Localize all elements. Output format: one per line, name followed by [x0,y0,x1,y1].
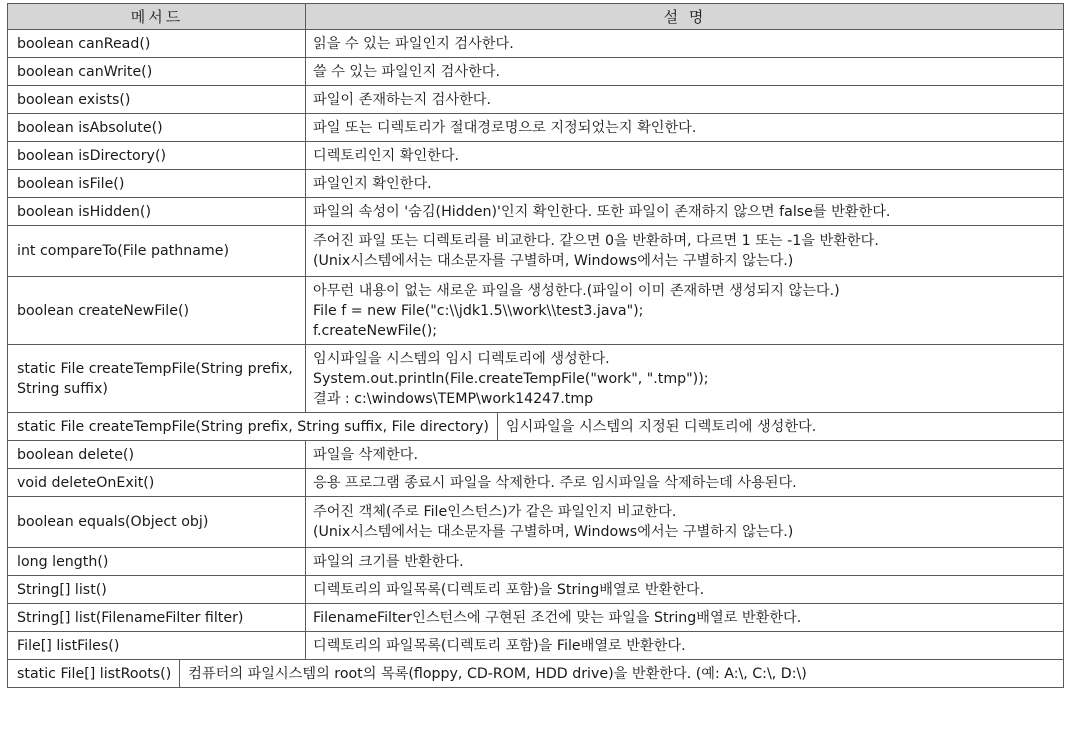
method-cell: int compareTo(File pathname) [8,226,306,277]
method-cell: static File[] listRoots() [8,660,180,687]
table-row [8,226,1064,277]
description-line: 파일 또는 디렉토리가 절대경로명으로 지정되었는지 확인한다. [313,119,697,136]
description-line: 파일의 속성이 '숨김(Hidden)'인지 확인한다. 또한 파일이 존재하지 않으면 false를 반환한다. [313,203,891,220]
method-cell: boolean exists() [8,86,306,114]
table-row [8,345,1064,413]
table-row [8,548,1064,576]
description-line: 임시파일을 시스템의 임시 디렉토리에 생성한다. [313,350,610,367]
merged-row-content [8,413,1063,440]
header-description: 설 명 [306,4,1064,30]
table-row [8,413,1064,441]
table-row [8,86,1064,114]
description-cell [306,58,1064,86]
description-line: 파일인지 확인한다. [313,175,432,192]
description-cell [306,497,1064,548]
description-line: 주어진 파일 또는 디렉토리를 비교한다. 같으면 0을 반환하며, 다르면 1 또는 -1을 반환한다. [313,233,879,249]
description-cell [306,114,1064,142]
method-cell: long length() [8,548,306,576]
description-cell [306,30,1064,58]
description-cell [306,469,1064,497]
description-cell [306,441,1064,469]
description-line: 디렉토리인지 확인한다. [313,147,460,164]
table-header-row [8,4,1064,30]
method-cell: boolean createNewFile() [8,277,306,345]
merged-row-cell [8,660,1064,688]
method-cell: boolean isDirectory() [8,142,306,170]
description-cell [306,142,1064,170]
table-row [8,170,1064,198]
header-method: 메서드 [8,4,306,30]
method-cell: void deleteOnExit() [8,469,306,497]
method-cell: String[] list(FilenameFilter filter) [8,604,306,632]
method-cell: boolean isHidden() [8,198,306,226]
description-line: FilenameFilter인스턴스에 구현된 조건에 맞는 파일을 String배열로 반환한다. [313,609,802,626]
description-line: 쓸 수 있는 파일인지 검사한다. [313,63,501,80]
table-row [8,660,1064,688]
table-row [8,30,1064,58]
table-row [8,198,1064,226]
merged-row-content [8,660,1063,687]
description-line: File f = new File("c:\\jdk1.5\\work\\test3.java"); [313,302,644,319]
description-line: f.createNewFile(); [313,322,438,339]
method-cell: boolean canRead() [8,30,306,58]
method-cell: static File createTempFile(String prefix, String suffix, File directory) [8,413,498,440]
method-cell: File[] listFiles() [8,632,306,660]
method-cell: boolean equals(Object obj) [8,497,306,548]
description-cell [306,345,1064,413]
description-cell [306,198,1064,226]
method-cell: boolean isAbsolute() [8,114,306,142]
description-line: 임시파일을 시스템의 지정된 디렉토리에 생성한다. [505,418,817,435]
description-line: 디렉토리의 파일목록(디렉토리 포함)을 File배열로 반환한다. [313,637,686,654]
description-line: (Unix시스템에서는 대소문자를 구별하며, Windows에서는 구별하지 않는다.) [313,253,794,269]
method-cell: boolean delete() [8,441,306,469]
description-line: 파일의 크기를 반환한다. [313,553,464,570]
description-line: 읽을 수 있는 파일인지 검사한다. [313,35,514,52]
description-line: 컴퓨터의 파일시스템의 root의 목록(floppy, CD-ROM, HDD drive)을 반환한다. (예: A:\, C:\, D:\) [188,665,807,682]
merged-row-cell [8,413,1064,441]
description-cell [306,548,1064,576]
table-row [8,469,1064,497]
table-row [8,576,1064,604]
description-line: 결과 : c:\windows\TEMP\work14247.tmp [313,390,594,407]
table-row [8,58,1064,86]
file-methods-table [7,3,1064,688]
description-cell [306,576,1064,604]
description-line: 응용 프로그램 종료시 파일을 삭제한다. 주로 임시파일을 삭제하는데 사용된다. [313,474,797,491]
description-cell [306,277,1064,345]
description-line: (Unix시스템에서는 대소문자를 구별하며, Windows에서는 구별하지 않는다.) [313,524,794,540]
description-line: 아무런 내용이 없는 새로운 파일을 생성한다.(파일이 이미 존재하면 생성되지 않는다.) [313,282,840,299]
method-cell: String[] list() [8,576,306,604]
method-cell: boolean canWrite() [8,58,306,86]
description-line: 파일이 존재하는지 검사한다. [313,91,491,108]
description-cell [306,632,1064,660]
method-cell: boolean isFile() [8,170,306,198]
table-row [8,114,1064,142]
description-cell [306,170,1064,198]
description-line: 주어진 객체(주로 File인스턴스)가 같은 파일인지 비교한다. [313,504,677,520]
description-cell [306,226,1064,277]
description-line: System.out.println(File.createTempFile("work", ".tmp")); [313,370,709,387]
description-cell [306,86,1064,114]
table-row [8,604,1064,632]
description-line: 파일을 삭제한다. [313,446,418,463]
table-row [8,142,1064,170]
description-line: 디렉토리의 파일목록(디렉토리 포함)을 String배열로 반환한다. [313,581,705,598]
table-row [8,277,1064,345]
table-row [8,441,1064,469]
method-cell: static File createTempFile(String prefix, String suffix) [8,345,306,413]
table-row [8,497,1064,548]
description-cell [306,604,1064,632]
table-row [8,632,1064,660]
